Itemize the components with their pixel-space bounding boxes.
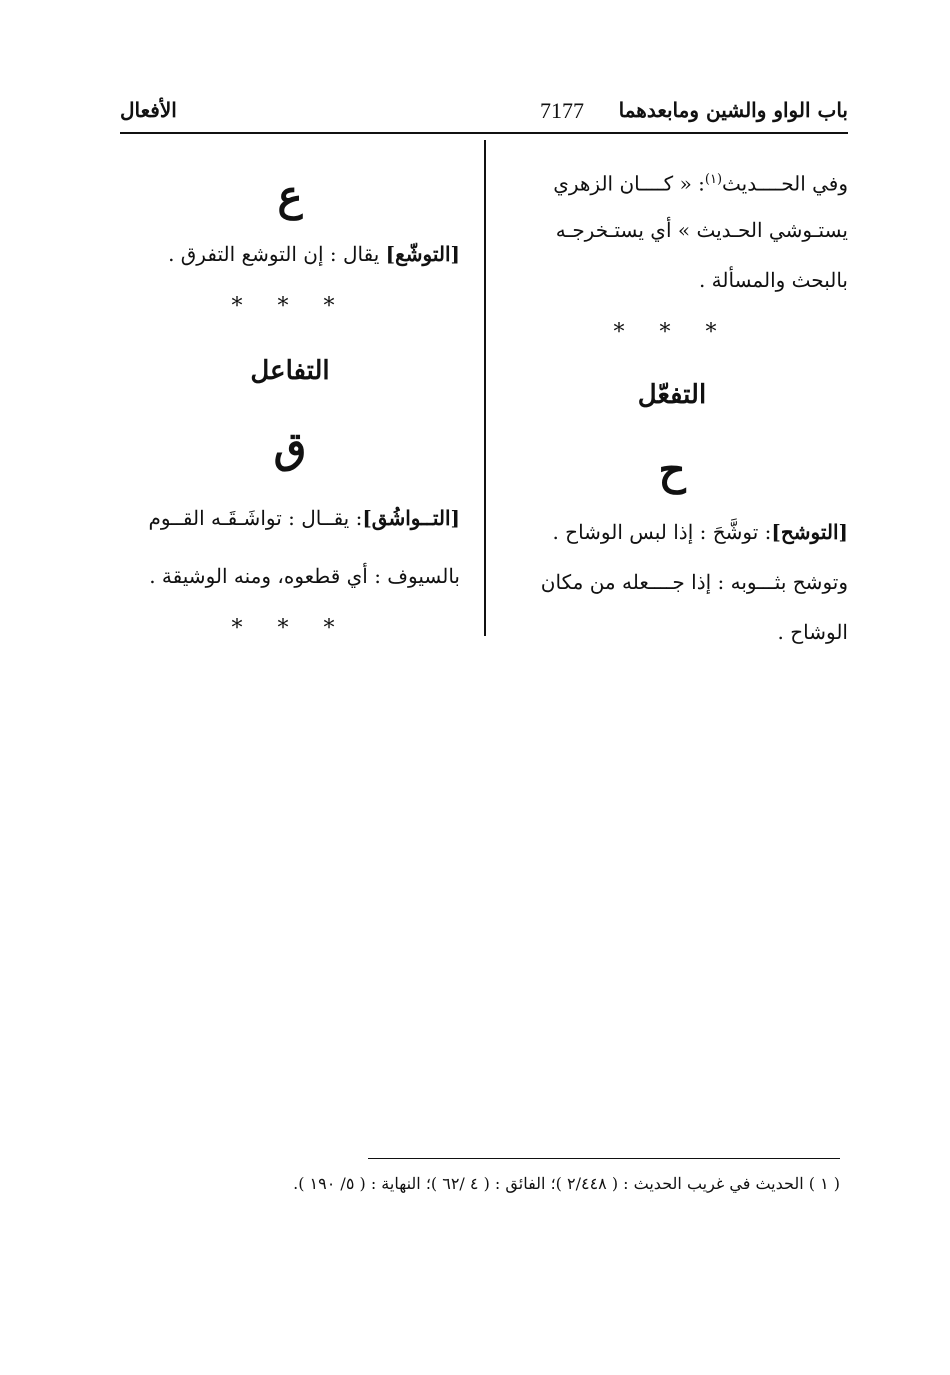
entry2-term: [التــواشُق] bbox=[362, 506, 460, 530]
entry2-line-1 bbox=[148, 504, 460, 532]
separator-stars: * * * bbox=[613, 320, 731, 345]
separator-stars-1: * * * bbox=[231, 294, 349, 319]
hadith-line-2: يستـوشي الحـديث » أي يستـخرجـه bbox=[555, 218, 848, 242]
letter-heading-qaf: ق bbox=[273, 423, 307, 472]
section-heading-tafaul: التفاعل bbox=[250, 356, 330, 386]
entry1-term: [التوشّع] bbox=[385, 242, 460, 266]
entry-line-3: الوشاح . bbox=[777, 620, 848, 644]
letter-heading: ح bbox=[658, 445, 686, 494]
footnote-rule bbox=[368, 1158, 840, 1159]
footnote: ( ١ ) الحديث في غريب الحديث : ( ٢/٤٤٨ )؛ الفائق : ( ٤ /٦٢ )؛ النهاية : ( ٥/ ١٩٠ ). bbox=[293, 1174, 840, 1193]
chapter-title: باب الواو والشين ومابعدهما bbox=[618, 98, 848, 122]
separator-stars-2: * * * bbox=[231, 616, 349, 641]
hadith-line-1-a: وفي الحــــديث bbox=[722, 171, 848, 196]
entry2-line-2: بالسيوف : أي قطعوه، ومنه الوشيقة . bbox=[149, 564, 460, 588]
entry2-text: : يقــال : تواشَـقَـه القــوم bbox=[148, 506, 363, 530]
hadith-line-3: بالبحث والمسألة . bbox=[698, 268, 848, 292]
entry-term: [التوشح] bbox=[771, 520, 848, 544]
section-title: الأفعال bbox=[120, 98, 177, 122]
entry-line-1 bbox=[552, 518, 848, 546]
page-header bbox=[120, 96, 848, 134]
hadith-line-1 bbox=[553, 166, 848, 198]
entry-text: : توشَّحَ : إذا لبس الوشاح . bbox=[552, 520, 772, 544]
entry1-line bbox=[168, 240, 460, 268]
entry1-text: يقال : إن التوشع التفرق . bbox=[168, 242, 386, 266]
footnote-ref[interactable]: (١) bbox=[704, 172, 723, 187]
hadith-line-1-b: : « كــــان الزهري bbox=[553, 171, 705, 196]
column-divider bbox=[484, 140, 486, 636]
page-number: 7177 bbox=[540, 98, 584, 123]
section-heading: التفعّل bbox=[637, 380, 707, 410]
letter-heading-ain: ع bbox=[277, 171, 303, 220]
entry-line-2: وتوشح بثـــوبه : إذا جــــعله من مكان bbox=[540, 570, 848, 594]
